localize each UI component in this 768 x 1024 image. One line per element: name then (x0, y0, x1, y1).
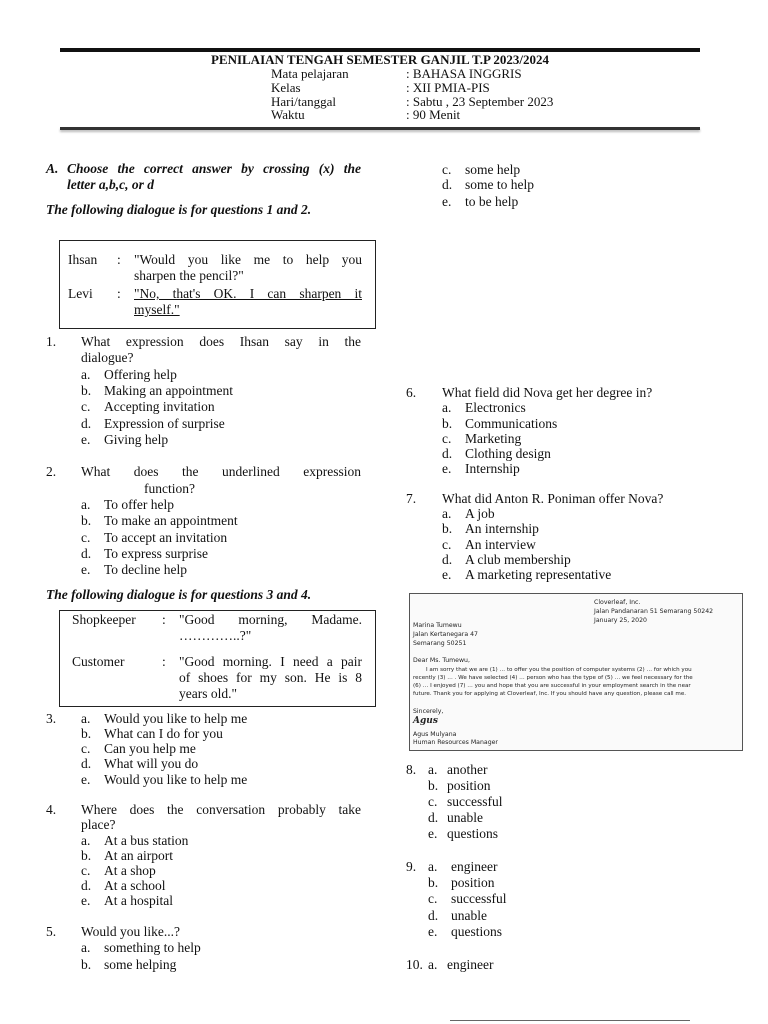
q8-option-e[interactable]: questions (447, 826, 499, 841)
q8-option-c[interactable]: successful (447, 794, 503, 809)
q7-option-e[interactable]: A marketing representative (465, 567, 612, 582)
dialogue2-colon-2: : (162, 654, 166, 669)
q6-stem: What field did Nova get her degree in? (442, 385, 653, 400)
q2-letter-e: e. (81, 562, 91, 577)
q4-option-a[interactable]: At a bus station (104, 833, 189, 848)
business-letter-image (409, 593, 743, 751)
q1-option-e[interactable]: Giving help (104, 432, 169, 447)
q3-option-c[interactable]: Can you help me (104, 741, 196, 756)
q4-option-b[interactable]: At an airport (104, 848, 173, 863)
q1-letter-c: c. (81, 399, 91, 414)
header-label-subject: Mata pelajaran (271, 66, 349, 81)
q10-number: 10. (406, 957, 423, 972)
q8-option-d[interactable]: unable (447, 810, 483, 825)
letter-recipient-street: Jalan Kertanegara 47 (413, 631, 478, 638)
q4-number: 4. (46, 802, 57, 817)
q9-letter-b: b. (428, 875, 439, 890)
header-value-subject: : BAHASA INGGRIS (406, 66, 522, 81)
letter-company: Cloverleaf, Inc. (594, 599, 641, 606)
q5-option-a[interactable]: something to help (104, 940, 201, 955)
q4-letter-a: a. (81, 833, 91, 848)
section-a-instruction-2: letter a,b,c, or d (67, 177, 154, 192)
header-label-class: Kelas (271, 80, 301, 95)
q7-option-c[interactable]: An interview (465, 537, 536, 552)
q3-option-e[interactable]: Would you like to help me (104, 772, 248, 787)
dialogue1-box (59, 240, 376, 329)
q7-number: 7. (406, 491, 417, 506)
q10-letter-a: a. (428, 957, 438, 972)
q2-stem-2: function? (144, 481, 195, 496)
q7-letter-b: b. (442, 521, 453, 536)
header-bottom-rule (60, 127, 700, 130)
dialogue1-speaker-ihsan: Ihsan (68, 252, 98, 267)
q6-letter-d: d. (442, 446, 453, 461)
q6-option-d[interactable]: Clothing design (465, 446, 551, 461)
q6-option-b[interactable]: Communications (465, 416, 558, 431)
header-label-date: Hari/tanggal (271, 94, 336, 109)
q4-letter-c: c. (81, 863, 91, 878)
dialogue1-line1a: "Would you like me to help you (134, 252, 362, 267)
q5-letter-b: b. (81, 957, 92, 972)
letter-closing: Sincerely, (413, 708, 444, 715)
dialogue2-line2a: "Good morning. I need a pair (179, 654, 362, 669)
header-label-time: Waktu (271, 107, 305, 122)
q3-number: 3. (46, 711, 57, 726)
q1-option-a[interactable]: Offering help (104, 367, 177, 382)
q9-option-b[interactable]: position (451, 875, 495, 890)
q2-letter-d: d. (81, 546, 92, 561)
q8-letter-a: a. (428, 762, 438, 777)
section-a-instruction-1: Choose the correct answer by crossing (x) the (67, 161, 361, 176)
dialogue1-line2b: myself." (134, 302, 180, 317)
dialogue1-speaker-levi: Levi (68, 286, 93, 301)
dialogue1-colon-1: : (117, 252, 121, 267)
letter-signer-name: Agus Mulyana (413, 731, 457, 738)
q8-letter-d: d. (428, 810, 439, 825)
q9-letter-d: d. (428, 908, 439, 923)
dialogue2-speaker-customer: Customer (72, 654, 125, 669)
letter-body-4: future. Thank you for applying at Cloverleaf, Inc. If you should have any question, please call me. (413, 691, 687, 697)
dialogue1-colon-2: : (117, 286, 121, 301)
letter-date: January 25, 2020 (594, 617, 647, 624)
q4-letter-d: d. (81, 878, 92, 893)
q6-letter-e: e. (442, 461, 452, 476)
q8-number: 8. (406, 762, 417, 777)
q5-letter-c: c. (442, 162, 452, 177)
dialogue1-line1b: sharpen the pencil?" (134, 268, 244, 283)
q6-option-a[interactable]: Electronics (465, 400, 526, 415)
q1-option-b[interactable]: Making an appointment (104, 383, 233, 398)
q8-option-b[interactable]: position (447, 778, 491, 793)
q4-letter-b: b. (81, 848, 92, 863)
q9-letter-e: e. (428, 924, 438, 939)
exam-title: PENILAIAN TENGAH SEMESTER GANJIL T.P 2023/2024 (210, 52, 550, 67)
q2-letter-a: a. (81, 497, 91, 512)
letter-body-1: I am sorry that we are (1) … to offer you the position of computer systems (2) … for which you (426, 667, 692, 673)
q3-letter-e: e. (81, 772, 91, 787)
q1-letter-b: b. (81, 383, 92, 398)
q2-stem-1: What does the underlined expression (81, 464, 361, 479)
q10-option-a[interactable]: engineer (447, 957, 494, 972)
q8-letter-e: e. (428, 826, 438, 841)
dialogue2-speaker-shopkeeper: Shopkeeper (72, 612, 136, 627)
q9-letter-c: c. (428, 891, 438, 906)
q4-stem-2: place? (81, 817, 116, 832)
q9-option-d[interactable]: unable (451, 908, 487, 923)
q1-letter-e: e. (81, 432, 91, 447)
q7-letter-c: c. (442, 537, 452, 552)
q2-option-b[interactable]: To make an appointment (104, 513, 238, 528)
q4-stem-1: Where does the conversation probably take (81, 802, 361, 817)
header-value-date: : Sabtu , 23 September 2023 (406, 94, 554, 109)
dialogue1-line2a: "No, that's OK. I can sharpen it (134, 286, 362, 301)
q3-option-b[interactable]: What can I do for you (104, 726, 223, 741)
dialogue2-colon-1: : (162, 612, 166, 627)
q6-option-c[interactable]: Marketing (465, 431, 522, 446)
q8-option-a[interactable]: another (447, 762, 488, 777)
q9-number: 9. (406, 859, 417, 874)
letter-body-2: recently (3) … . We have selected (4) … person who has the type of (5) … we feel necessary for the (413, 675, 693, 681)
q9-option-c[interactable]: successful (451, 891, 507, 906)
q2-option-d[interactable]: To express surprise (104, 546, 209, 561)
q5-option-e[interactable]: to be help (465, 194, 519, 209)
q9-letter-a: a. (428, 859, 438, 874)
q4-option-e[interactable]: At a hospital (104, 893, 173, 908)
q9-option-e[interactable]: questions (451, 924, 503, 939)
q2-option-c[interactable]: To accept an invitation (104, 530, 228, 545)
letter-body-3: (6) … I enjoyed (7) … you and hope that you are successful in your employment search in the near (413, 683, 691, 689)
q6-number: 6. (406, 385, 417, 400)
q1-number: 1. (46, 334, 57, 349)
q7-letter-a: a. (442, 506, 452, 521)
q5-option-c[interactable]: some help (465, 162, 521, 177)
q2-letter-c: c. (81, 530, 91, 545)
q5-stem: Would you like...? (81, 924, 181, 939)
q1-option-d[interactable]: Expression of surprise (104, 416, 225, 431)
q4-option-c[interactable]: At a shop (104, 863, 156, 878)
q3-letter-a: a. (81, 711, 91, 726)
dialogue2-box (59, 610, 376, 707)
q5-option-b[interactable]: some helping (104, 957, 177, 972)
q7-option-d[interactable]: A club membership (465, 552, 571, 567)
dialogue1-intro: The following dialogue is for questions 1 and 2. (46, 202, 312, 217)
q1-letter-a: a. (81, 367, 91, 382)
q3-letter-b: b. (81, 726, 92, 741)
q1-stem-1: What expression does Ihsan say in the (81, 334, 361, 349)
letter-signature: Agus (413, 716, 438, 726)
q6-letter-b: b. (442, 416, 453, 431)
q6-option-e[interactable]: Internship (465, 461, 520, 476)
q4-option-d[interactable]: At a school (104, 878, 166, 893)
q5-letter-d: d. (442, 177, 453, 192)
q8-letter-c: c. (428, 794, 438, 809)
q1-letter-d: d. (81, 416, 92, 431)
q9-option-a[interactable]: engineer (451, 859, 498, 874)
dialogue2-line2c: years old." (179, 686, 237, 701)
footer-scan-line (450, 1020, 690, 1021)
q5-letter-e: e. (442, 194, 452, 209)
q5-option-d[interactable]: some to help (465, 177, 534, 192)
header-value-time: : 90 Menit (406, 107, 461, 122)
letter-address: Jalan Pandanaran 51 Semarang 50242 (594, 608, 714, 615)
letter-salutation: Dear Ms. Tumewu, (413, 657, 470, 664)
q2-number: 2. (46, 464, 57, 479)
q2-option-a[interactable]: To offer help (104, 497, 175, 512)
dialogue2-intro: The following dialogue is for questions 3 and 4. (46, 587, 312, 602)
header-value-class: : XII PMIA-PIS (406, 80, 490, 95)
q3-letter-c: c. (81, 741, 91, 756)
dialogue2-line1a: "Good morning, Madame. (179, 612, 362, 627)
section-a-label: A. (46, 161, 59, 176)
q4-letter-e: e. (81, 893, 91, 908)
q3-letter-d: d. (81, 756, 92, 771)
q7-letter-d: d. (442, 552, 453, 567)
q7-letter-e: e. (442, 567, 452, 582)
q3-option-d[interactable]: What will you do (104, 756, 199, 771)
q7-option-a[interactable]: A job (465, 506, 495, 521)
q7-option-b[interactable]: An internship (465, 521, 539, 536)
q5-letter-a: a. (81, 940, 91, 955)
q5-number: 5. (46, 924, 57, 939)
q8-letter-b: b. (428, 778, 439, 793)
q6-letter-c: c. (442, 431, 452, 446)
q2-letter-b: b. (81, 513, 92, 528)
q6-letter-a: a. (442, 400, 452, 415)
letter-signer-title: Human Resources Manager (413, 739, 498, 746)
q1-option-c[interactable]: Accepting invitation (104, 399, 215, 414)
q1-stem-2: dialogue? (81, 350, 134, 365)
q3-option-a[interactable]: Would you like to help me (104, 711, 248, 726)
dialogue2-line1b: …………..?" (179, 628, 252, 643)
q7-stem: What did Anton R. Poniman offer Nova? (442, 491, 664, 506)
q2-option-e[interactable]: To decline help (104, 562, 188, 577)
letter-recipient-city: Semarang 50251 (413, 640, 467, 647)
letter-recipient-name: Marina Tumewu (413, 622, 462, 629)
dialogue2-line2b: of shoes for my son. He is 8 (179, 670, 362, 685)
